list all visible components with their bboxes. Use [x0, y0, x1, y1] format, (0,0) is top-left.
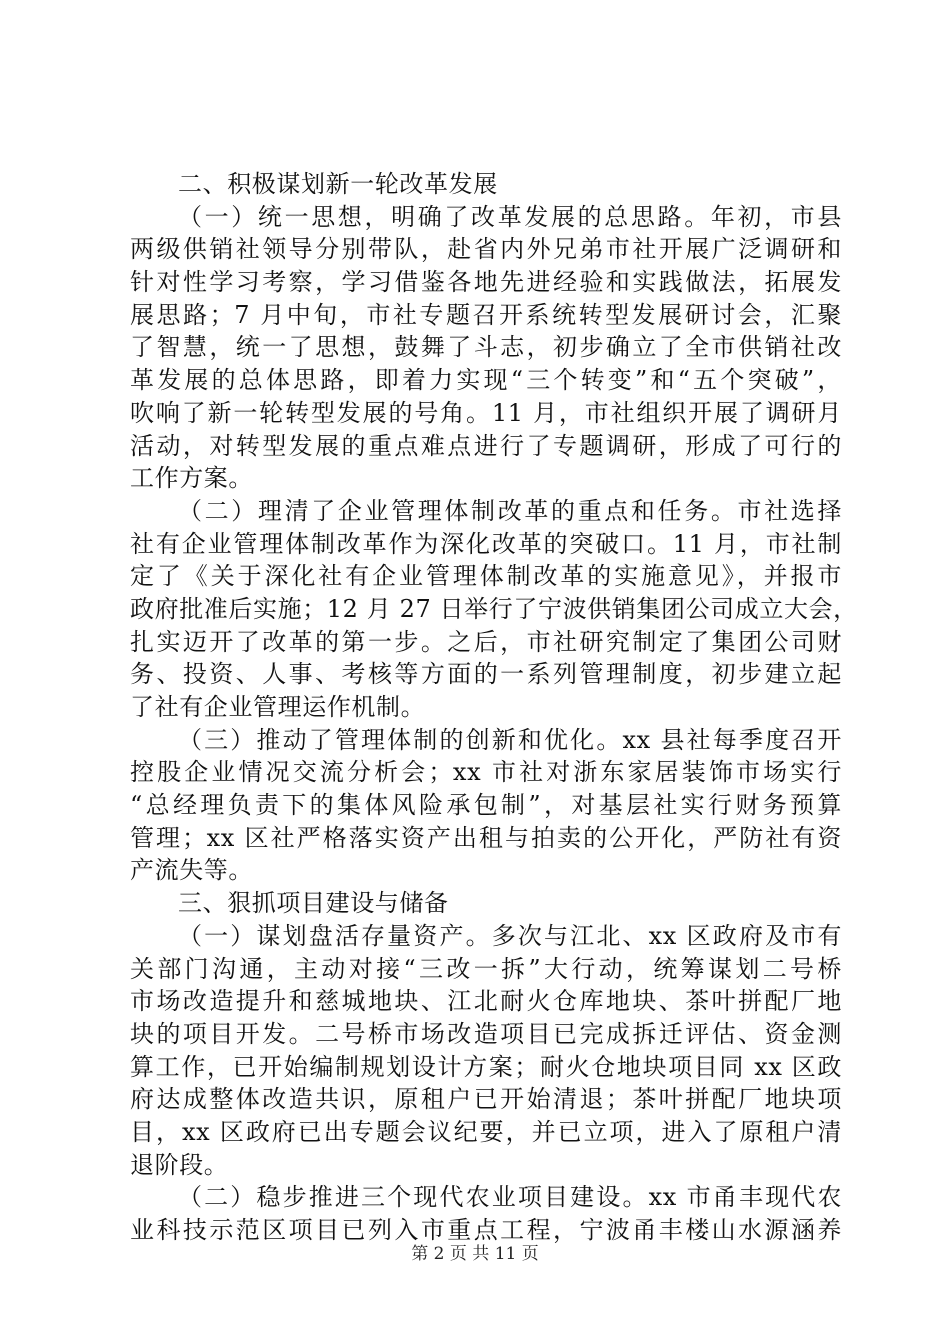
paragraph-line: （一）谋划盘活存量资产。多次与江北、xx 区政府及市有	[178, 921, 842, 950]
paragraph-line: 控股企业情况交流分析会；xx 市社对浙东家居装饰市场实行	[130, 758, 842, 787]
paragraph-line: 革发展的总体思路，即着力实现“三个转变”和“五个突破”，	[130, 366, 842, 395]
paragraph-line: 定了《关于深化社有企业管理体制改革的实施意见》，并报市	[130, 562, 842, 591]
paragraph-line: 算工作，已开始编制规划设计方案；耐火仓地块项目同 xx 区政	[130, 1052, 842, 1081]
paragraph-line: 了智慧，统一了思想，鼓舞了斗志，初步确立了全市供销社改	[130, 333, 842, 362]
paragraph-line: 关部门沟通，主动对接“三改一拆”大行动，统筹谋划二号桥	[130, 954, 842, 983]
paragraph-line: 扎实迈开了改革的第一步。之后，市社研究制定了集团公司财	[130, 627, 842, 656]
paragraph-line: 活动，对转型发展的重点难点进行了专题调研，形成了可行的	[130, 431, 842, 460]
paragraph-line: （二）理清了企业管理体制改革的重点和任务。市社选择	[178, 496, 842, 525]
section-heading: 二、积极谋划新一轮改革发展	[178, 170, 498, 198]
paragraph-line: 工作方案。	[130, 464, 253, 493]
document-body	[130, 168, 858, 1247]
paragraph-line: 退阶段。	[130, 1150, 229, 1179]
paragraph-line: 块的项目开发。二号桥市场改造项目已完成拆迁评估、资金测	[130, 1019, 842, 1048]
paragraph-line: 政府批准后实施；12 月 27 日举行了宁波供销集团公司成立大会，	[130, 594, 858, 623]
paragraph-line: “总经理负责下的集体风险承包制”，对基层社实行财务预算	[130, 791, 842, 820]
section-heading: 三、狠抓项目建设与储备	[178, 889, 449, 918]
paragraph-line: 吹响了新一轮转型发展的号角。11 月，市社组织开展了调研月	[130, 398, 842, 427]
paragraph-line: 两级供销社领导分别带队，赴省内外兄弟市社开展广泛调研和	[130, 235, 842, 264]
paragraph-line: 目，xx 区政府已出专题会议纪要，并已立项，进入了原租户清	[130, 1117, 842, 1146]
paragraph-line: 针对性学习考察，学习借鉴各地先进经验和实践做法，拓展发	[130, 268, 842, 297]
paragraph-line: 管理；xx 区社严格落实资产出租与拍卖的公开化，严防社有资	[130, 823, 842, 852]
paragraph-line: 展思路；7 月中旬，市社专题召开系统转型发展研讨会，汇聚	[130, 300, 842, 329]
paragraph-line: 社有企业管理体制改革作为深化改革的突破口。11 月，市社制	[130, 529, 842, 558]
paragraph-line: 务、投资、人事、考核等方面的一系列管理制度，初步建立起	[130, 660, 842, 689]
paragraph-line: 府达成整体改造共识，原租户已开始清退；茶叶拼配厂地块项	[130, 1085, 842, 1114]
paragraph-line: 了社有企业管理运作机制。	[130, 693, 426, 721]
page-footer	[0, 1244, 950, 1264]
page-number-label: 第 2 页 共 11 页	[411, 1244, 539, 1264]
paragraph-line: （二）稳步推进三个现代农业项目建设。xx 市甬丰现代农	[178, 1183, 842, 1212]
paragraph-line: （三）推动了管理体制的创新和优化。xx 县社每季度召开	[178, 725, 842, 754]
paragraph-line: （一）统一思想，明确了改革发展的总思路。年初，市县	[178, 202, 842, 231]
paragraph-line: 业科技示范区项目已列入市重点工程，宁波甬丰楼山水源涵养	[130, 1216, 842, 1244]
paragraph-line: 市场改造提升和慈城地块、江北耐火仓库地块、茶叶拼配厂地	[130, 987, 842, 1016]
paragraph-line: 产流失等。	[130, 856, 253, 885]
